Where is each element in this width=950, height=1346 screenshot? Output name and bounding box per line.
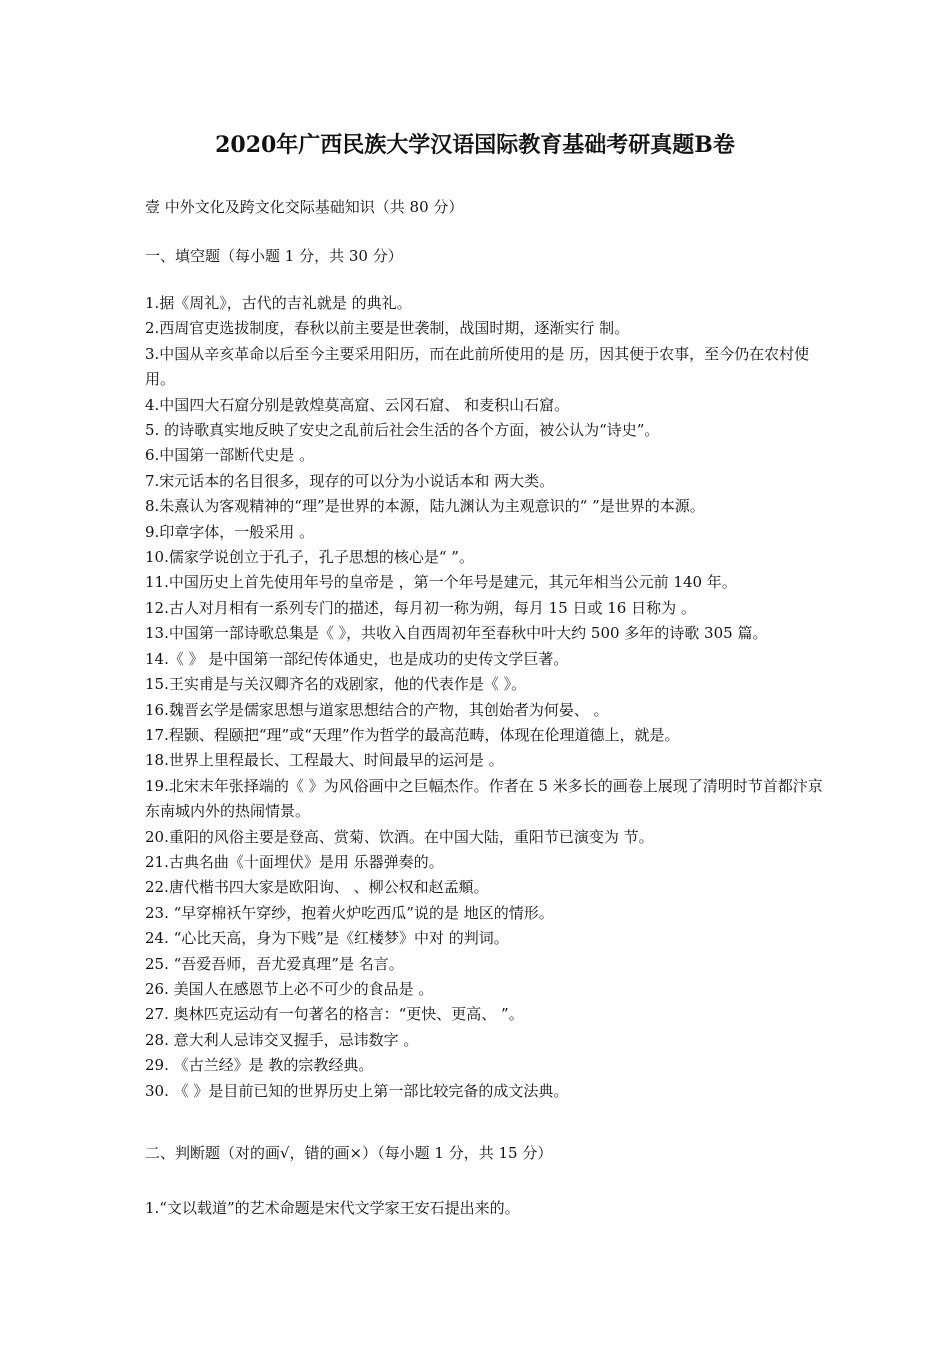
question-item: 2.西周官吏选拔制度，春秋以前主要是世袭制，战国时期，逐渐实行 制。	[145, 319, 630, 338]
question-item: 29. 《古兰经》是 教的宗教经典。	[145, 1056, 374, 1075]
question-item: 17.程颢、程颐把“理”或“天理”作为哲学的最高范畴，体现在伦理道德上，就是。	[145, 725, 680, 744]
question-item: 18.世界上里程最长、工程最大、时间最早的运河是 。	[145, 751, 504, 770]
question-item: 10.儒家学说创立于孔子，孔子思想的核心是“ ”。	[145, 548, 474, 567]
question-item: 27. 奥林匹克运动有一句著名的格言：“更快、更高、 ”。	[145, 1005, 524, 1024]
question-item: 28. 意大利人忌讳交叉握手，忌讳数字 。	[145, 1030, 419, 1049]
question-item: 24. “心比天高，身为下贱”是《红楼梦》中对 的判词。	[145, 929, 509, 948]
question-item: 20.重阳的风俗主要是登高、赏菊、饮酒。在中国大陆，重阳节已演变为 节。	[145, 827, 654, 846]
question-item: 5. 的诗歌真实地反映了安史之乱前后社会生活的各个方面，被公认为“诗史”。	[145, 421, 660, 440]
question-item: 14.《 》 是中国第一部纪传体通史，也是成功的史传文学巨著。	[145, 649, 569, 668]
question-item: 6.中国第一部断代史是 。	[145, 446, 315, 465]
question-item: 11.中国历史上首先使用年号的皇帝是 ，第一个年号是建元，其元年相当公元前 140 年。	[145, 573, 737, 592]
question-item: 1.据《周礼》，古代的吉礼就是 的典礼。	[145, 294, 412, 312]
fill-blank-questions	[145, 291, 825, 1104]
page-title: 2020年广西民族大学汉语国际教育基础考研真题B卷	[215, 132, 735, 158]
question-item: 30. 《 》是目前已知的世界历史上第一部比较完备的成文法典。	[145, 1081, 569, 1100]
fill-blank-heading: 一、填空题（每小题 1 分，共 30 分）	[145, 247, 403, 265]
question-item: 16.魏晋玄学是儒家思想与道家思想结合的产物，其创始者为何晏、 。	[145, 700, 609, 719]
question-item: 26. 美国人在感恩节上必不可少的食品是 。	[145, 979, 434, 998]
question-item: 4.中国四大石窟分别是敦煌莫高窟、云冈石窟、 和麦积山石窟。	[145, 395, 570, 414]
question-item: 13.中国第一部诗歌总集是《 》，共收入自西周初年至春秋中叶大约 500 多年的诗歌 305 篇。	[145, 624, 768, 643]
question-item: 25. “吾爱吾师，吾尤爱真理”是 名言。	[145, 954, 404, 973]
question-item: 19.北宋末年张择端的《 》为风俗画中之巨幅杰作。作者在 5 米多长的画卷上展现了清明时节首都汴京东南城内外的热闹情景。	[145, 776, 823, 821]
question-item: 22.唐代楷书四大家是欧阳询、 、柳公权和赵孟頫。	[145, 878, 489, 897]
question-item: 15.王实甫是与关汉卿齐名的戏剧家，他的代表作是《 》。	[145, 675, 527, 694]
question-item: 12.古人对月相有一系列专门的描述，每月初一称为朔，每月 15 日或 16 日称为 。	[145, 598, 696, 617]
true-false-heading: 二、判断题（对的画√，错的画×）（每小题 1 分，共 15 分）	[145, 1144, 553, 1162]
question-item: 8.朱熹认为客观精神的“理”是世界的本源，陆九渊认为主观意识的“ ”是世界的本源。	[145, 497, 705, 516]
section-heading: 壹 中外文化及跨文化交际基础知识（共 80 分）	[145, 198, 464, 216]
question-item: 23. “早穿棉袄午穿纱，抱着火炉吃西瓜”说的是 地区的情形。	[145, 903, 554, 922]
question-item: 3.中国从辛亥革命以后至今主要采用阳历，而在此前所使用的是 历，因其便于农事，至今仍在农村使用。	[145, 344, 810, 389]
question-item: 7.宋元话本的名目很多，现存的可以分为小说话本和 两大类。	[145, 471, 555, 490]
question-item: 21.古典名曲《十面埋伏》是用 乐器弹奏的。	[145, 852, 444, 871]
question-item: 1.“文以载道”的艺术命题是宋代文学家王安石提出来的。	[145, 1199, 520, 1217]
question-item: 9.印章字体，一般采用 。	[145, 522, 315, 541]
